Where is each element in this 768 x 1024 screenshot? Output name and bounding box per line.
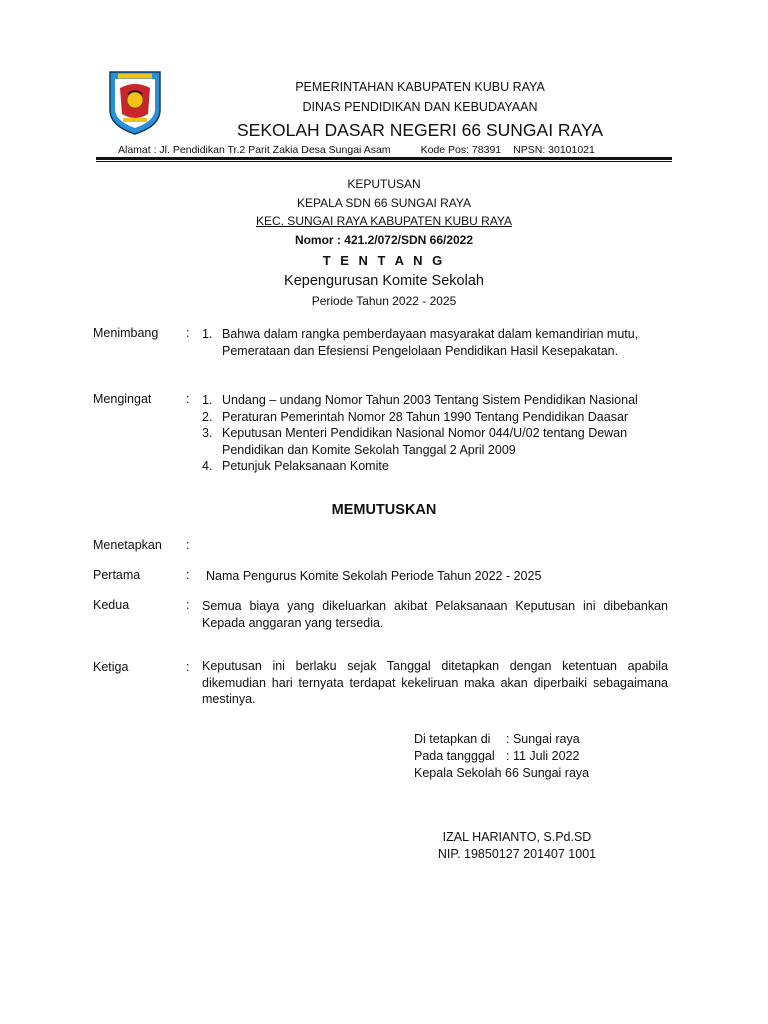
address-text: Alamat : Jl. Pendidikan Tr.2 Parit Zakia Desa Sungai Asam bbox=[118, 144, 391, 156]
npsn-text: NPSN: 30101021 bbox=[513, 144, 595, 156]
signatory-nip: NIP. 19850127 201407 1001 bbox=[437, 847, 597, 861]
pertama-text: Nama Pengurus Komite Sekolah Periode Tahun 2022 - 2025 bbox=[206, 569, 542, 583]
mengingat-label: Mengingat bbox=[93, 392, 152, 406]
list-item: 2. Peraturan Pemerintah Nomor 28 Tahun 1990 Tentang Pendidikan Daasar bbox=[202, 409, 629, 424]
tentang-heading: T E N T A N G bbox=[322, 253, 446, 268]
menimbang-list bbox=[202, 326, 670, 359]
letterhead-rule-thin bbox=[96, 161, 672, 162]
ketiga-colon: : bbox=[186, 660, 190, 674]
memutuskan-heading: MEMUTUSKAN bbox=[331, 502, 437, 518]
pertama-label: Pertama bbox=[93, 568, 141, 582]
ketiga-text: Keputusan ini berlaku sejak Tanggal ditetapkan dengan ketentuan apabila dikemudian hari ternyata terdapat kekeliruan maka akan diperbaiki sebagaimana mestinya. bbox=[202, 659, 668, 706]
postcode-text: Kode Pos: 78391 bbox=[420, 144, 502, 156]
menimbang-colon: : bbox=[186, 326, 190, 340]
list-item: 3. Keputusan Menteri Pendidikan Nasional Nomor 044/U/02 tentang Dewan Pendidikan dan Komite Sekolah Tanggal 2 April 2009 bbox=[202, 426, 628, 457]
mengingat-colon: : bbox=[186, 392, 190, 406]
kedua-label: Kedua bbox=[93, 598, 130, 612]
letterhead-school-name: SEKOLAH DASAR NEGERI 66 SUNGAI RAYA bbox=[237, 120, 603, 140]
ketiga-label: Ketiga bbox=[93, 660, 129, 674]
decree-district: KEC. SUNGAI RAYA KABUPATEN KUBU RAYA bbox=[255, 214, 513, 228]
decree-issuer: KEPALA SDN 66 SUNGAI RAYA bbox=[296, 196, 472, 210]
decree-number: Nomor : 421.2/072/SDN 66/2022 bbox=[294, 233, 474, 247]
list-item: 4. Petunjuk Pelaksanaan Komite bbox=[202, 459, 389, 473]
pertama-colon: : bbox=[186, 568, 190, 582]
signatory-position: Kepala Sekolah 66 Sungai raya bbox=[414, 766, 590, 780]
place-label: Di tetapkan di bbox=[414, 732, 491, 746]
menetapkan-colon: : bbox=[186, 538, 190, 552]
place-value: : Sungai raya bbox=[506, 732, 580, 746]
list-item: 1. Undang – undang Nomor Tahun 2003 Tentang Sistem Pendidikan Nasional bbox=[202, 393, 638, 407]
decree-period: Periode Tahun 2022 - 2025 bbox=[311, 294, 457, 308]
decree-heading: KEPUTUSAN bbox=[347, 177, 421, 191]
letterhead-line-1: PEMERINTAHAN KABUPATEN KUBU RAYA bbox=[295, 80, 545, 94]
signature-block bbox=[414, 731, 674, 782]
regency-logo-icon bbox=[106, 66, 164, 136]
mengingat-list bbox=[202, 392, 670, 475]
letterhead-address-line bbox=[118, 144, 595, 156]
menetapkan-label: Menetapkan bbox=[93, 538, 162, 552]
decree-subject: Kepengurusan Komite Sekolah bbox=[284, 273, 484, 289]
signatory-name: IZAL HARIANTO, S.Pd.SD bbox=[442, 830, 592, 844]
date-value: : 11 Juli 2022 bbox=[506, 749, 580, 763]
signature-place-row bbox=[414, 731, 674, 748]
menimbang-label: Menimbang bbox=[93, 326, 159, 340]
date-label: Pada tangggal bbox=[414, 749, 495, 763]
letterhead-rule-thick bbox=[96, 157, 672, 160]
list-item: 1. Bahwa dalam rangka pemberdayaan masyarakat dalam kemandirian mutu, Pemerataan dan Efesiensi Pengelolaan Pendidikan Hasil Kesepakatan. bbox=[202, 327, 639, 358]
letterhead-line-2: DINAS PENDIDIKAN DAN KEBUDAYAAN bbox=[302, 100, 538, 114]
signature-date-row bbox=[414, 748, 674, 765]
kedua-colon: : bbox=[186, 598, 190, 612]
kedua-text: Semua biaya yang dikeluarkan akibat Pelaksanaan Keputusan ini dibebankan Kepada anggaran yang tersedia. bbox=[202, 599, 668, 630]
